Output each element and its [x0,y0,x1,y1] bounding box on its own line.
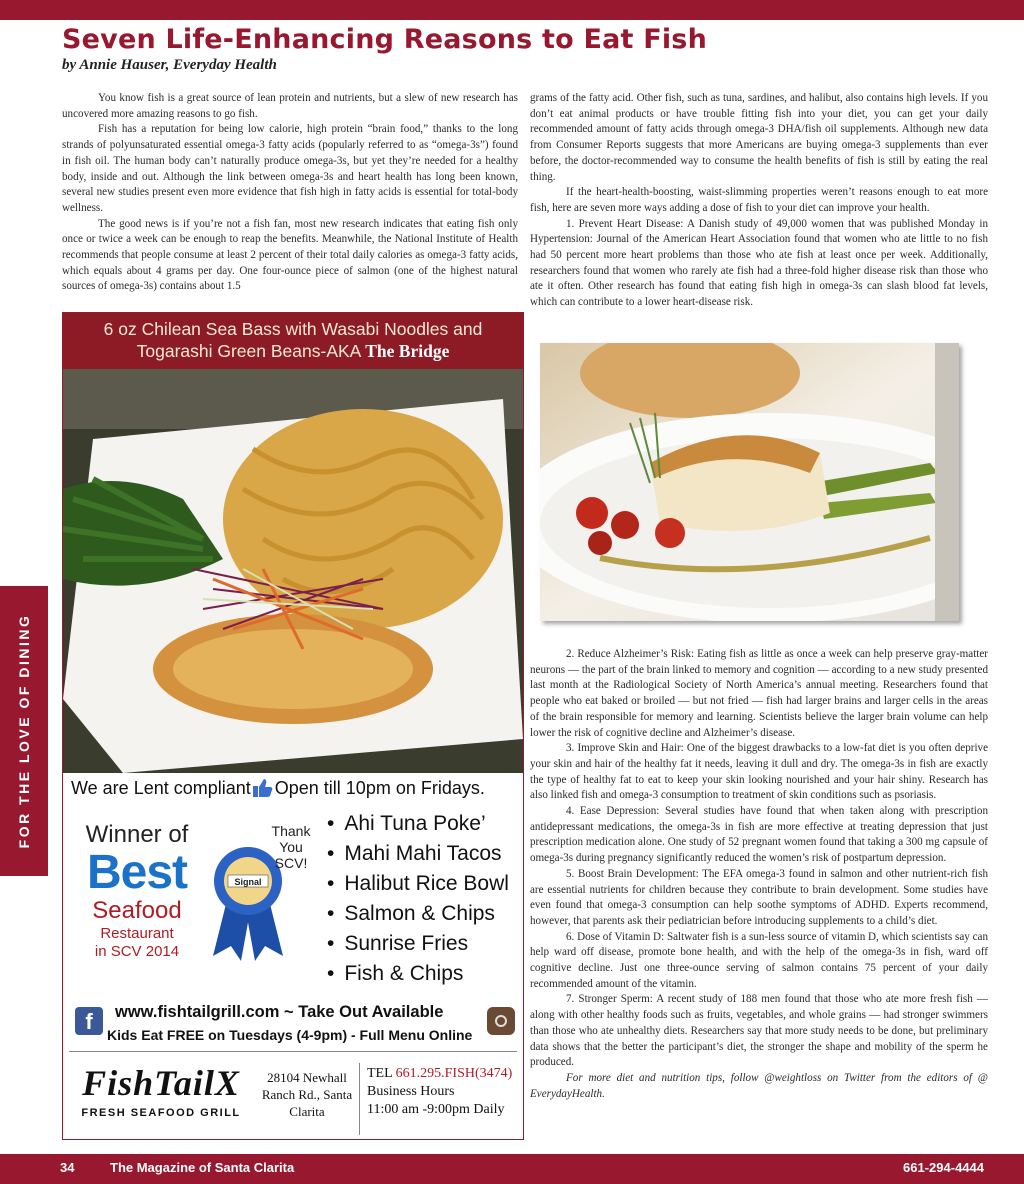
phone-number[interactable]: 661.295.FISH(3474) [395,1066,513,1081]
ribbon-signal-label: Signal [234,877,262,887]
business-hours-label: Business Hours [367,1084,455,1099]
paragraph: 7. Stronger Sperm: A recent study of 188 men found that those who ate more fresh fish — along with other healthy foods such as fruits, vegetables, and whole grains — had stronger swimmers than those who ate unhealthy diets. Researchers say that more study needs to be done, but preliminary data shows that the better the participant’s diet, the stronger the shape and mobility of the sperm he produced. [530,993,988,1069]
ad-headline [63,313,523,369]
ad-brand: The Bridge [365,341,450,361]
footer-phone: 661-294-4444 [903,1160,984,1175]
ad-headline-text: Togarashi Green Beans-AKA [136,341,361,361]
winner-of: Winner of [85,821,189,848]
award-block [77,821,197,961]
contact-block [367,1065,512,1119]
paragraph: 1. Prevent Heart Disease: A Danish study of 49,000 women that was published Monday in Hypertension: Journal of the American Heart Association found that women who ate little to no fish had 50 percent more heart problems than those who ate fish at least once per week. Additionally, researchers found that women who rarely ate fish had a three-fold higher disease risk than those who ate it often. Other research has found that eating fish high in omega-3s can slash blood fat levels, which can contribute to a lower heart-disease risk. [530,217,988,309]
paragraph: 6. Dose of Vitamin D: Saltwater fish is a sun-less source of vitamin D, which scientists say can help ward off disease, promote bone health, and with the help of the omega-3s in fish, ward off cognitive decline. Just one three-ounce serving of salmon contains 75 percent of your daily recommended amount of the vitamin. [530,930,988,990]
instagram-icon[interactable] [487,1007,515,1035]
section-side-tab [0,586,48,876]
footer-bar [0,1154,1024,1184]
paragraph: 5. Boost Brain Development: The EFA omega-3 found in salmon and other nutrient-rich fish are essential nutrients for children because they contribute to brain development. Some studies have even found that omega-3 consumption can help soothe symptoms of ADHD. Experts recommend, however, that parents ask their pediatrician before introducing supplements to a child’s diet. [530,867,988,927]
paragraph: For more diet and nutrition tips, follow @weightloss on Twitter from the editors of @ EverydayHealth. [530,1071,988,1100]
website-line[interactable]: www.fishtailgrill.com ~ Take Out Available [115,1003,444,1021]
page-number: 34 [60,1160,75,1175]
friday-hours-text: Open till 10pm on Fridays. [274,778,485,798]
logo-subtitle: FRESH SEAFOOD GRILL [81,1107,241,1119]
article-column-2 [530,91,988,311]
best-text: Best [86,846,188,899]
phone-line [367,1065,512,1083]
restaurant-text: Restaurant [100,925,174,942]
fishtail-advertisement [62,312,524,1140]
menu-item: • Ahi Tuna Poke’ [327,809,509,839]
article-title: Seven Life-Enhancing Reasons to Eat Fish [62,24,708,55]
paragraph: The good news is if you’re not a fish fan, most new research indicates that eating fish only once or twice a week can be enough to reap the benefits. Meanwhile, the National Institute of Health recommends that people consume at least 2 percent of their total daily calories as omega-3 fatty acids, which equals about 4 grams per day. One four-ounce piece of salmon (one of the highest natural sources of omega-3s) contains about 1.5 [62,217,518,293]
noodle-dish-photo [63,369,523,773]
menu-item: • Fish & Chips [327,959,509,989]
divider [359,1063,360,1135]
article-column-1 [62,91,518,295]
lent-line [71,778,485,799]
article-column-3 [530,647,988,1102]
thumbs-up-icon [253,779,273,797]
paragraph: 2. Reduce Alzheimer’s Risk: Eating fish as little as once a week can help preserve gray-matter neurons — the part of the brain linked to memory and cognition — according to a new study presented last month at the Radiological Society of North America’s annual meeting. Researchers found that people who eat baked or broiled — but not fried — fish had larger brains and larger cells in the areas of the brain responsible for memory and learning. Scientists believe the larger brain volume can help lower the risk of cognitive decline and Alzheimer’s disease. [530,648,988,739]
paragraph: grams of the fatty acid. Other fish, such as tuna, sardines, and halibut, also contains high levels. If you don’t eat animal products or have trouble fitting fish into your diet, you can get your daily recommended amount of fatty acids through omega-3 DHA/fish oil supplements. Although new data from Consumer Reports suggests that more Americans are buying omega-3 supplements than ever before, the doctor-recommended way to consume the health benefits of fish is still by eating the real thing. [530,92,988,183]
seafood-text: Seafood [92,897,182,924]
menu-item: • Halibut Rice Bowl [327,869,509,899]
paragraph: You know fish is a great source of lean protein and nutrients, but a slew of new research has uncovered more amazing reasons to go fish. [62,92,518,120]
menu-item: • Salmon & Chips [327,899,509,929]
award-year: in SCV 2014 [94,943,180,960]
thank-you-scv: Thank You SCV! [271,823,311,871]
business-hours: 11:00 am -9:00pm Daily [367,1102,505,1117]
ad-headline-line2 [63,340,523,362]
byline: by Annie Hauser, Everyday Health [62,57,277,73]
ad-headline-line1: 6 oz Chilean Sea Bass with Wasabi Noodles and [103,319,483,339]
paragraph: Fish has a reputation for being low calorie, high protein “brain food,” thanks to the long strands of polyunsaturated essential omega-3 fatty acids (popularly referred to as “omega-3s”) found in fish oil. The human body can’t naturally produce omega-3s, but yet they’re needed for a healthy body, inside and out. Although the link between omega-3s and heart health has long been known, several new studies present even more evidence that fish high in fatty acids is essential for total-body wellness. [62,123,518,214]
lent-text: We are Lent compliant [71,778,251,798]
fishtail-logo [71,1063,251,1119]
menu-item: • Mahi Mahi Tacos [327,839,509,869]
paragraph: 4. Ease Depression: Several studies have found that when taken along with prescription antidepressant medications, the omega-3s in fish are more effective at treating depression that just prescription medication alone. One study of 52 pregnant women found that taking a 300 mg capsule of omega-3s during pregnancy significantly reduced the women’s risk of postpartum depression. [530,805,988,865]
paragraph: If the heart-health-boosting, waist-slimming properties weren’t reasons enough to eat more fish, here are seven more ways adding a dose of fish to your diet can improve your health. [530,186,988,214]
kids-eat-free-line: Kids Eat FREE on Tuesdays (4-9pm) - Full Menu Online [107,1027,473,1043]
divider [69,1051,517,1052]
paragraph: 3. Improve Skin and Hair: One of the biggest drawbacks to a low-fat diet is you often deprive your skin and hair of the healthy fat it needs, leaving it dull and dry. The omega-3s in fish are exactly the type of healthy fat to eat to keep your skin looking nourished and your hair shiny. Research has also linked fish and omega-3 consumption to treatment of skin conditions such as psoriasis. [530,742,988,802]
menu-item: • Sunrise Fries [327,929,509,959]
facebook-icon[interactable]: f [75,1007,103,1035]
logo-name: FishTailX [82,1063,240,1103]
noodle-plate-image [63,369,523,773]
restaurant-address: 28104 Newhall Ranch Rd., Santa Clarita [261,1070,353,1119]
magazine-name: The Magazine of Santa Clarita [110,1160,295,1175]
tel-label: TEL [367,1066,393,1081]
sea-bass-photo [540,343,959,621]
menu-list [327,809,509,989]
sea-bass-plate-image [540,343,959,621]
section-label: FOR THE LOVE OF DINING [16,613,32,849]
top-bar [0,0,1024,20]
